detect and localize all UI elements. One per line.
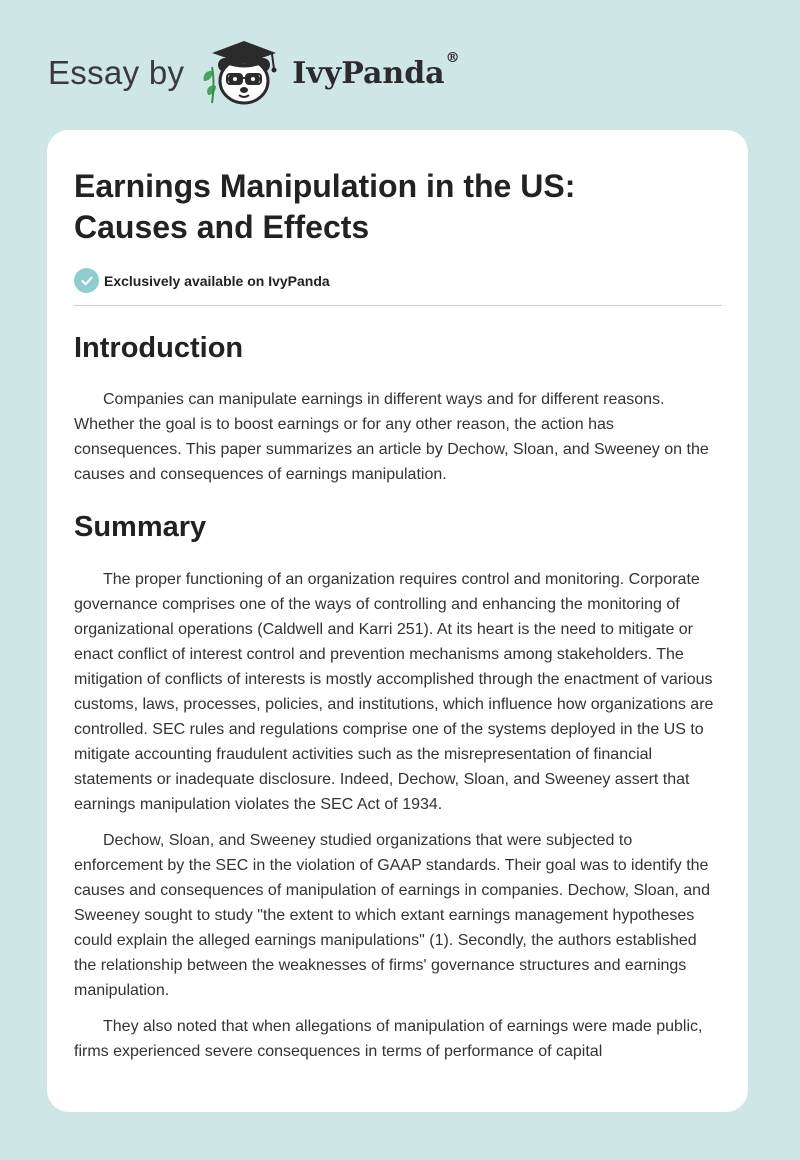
title-divider: [74, 305, 722, 306]
section-heading: Introduction: [74, 332, 244, 364]
exclusive-badge: [74, 268, 722, 293]
section-summary: [74, 509, 722, 1064]
section-introduction: [74, 330, 722, 487]
paragraph: They also noted that when allegations of manipulation of earnings were made public, firms experienced severe consequences in terms of performance of capital: [74, 1018, 703, 1060]
brand-name[interactable]: [292, 49, 460, 91]
article-title: Earnings Manipulation in the US: Causes and Effects: [74, 168, 576, 245]
panda-logo-icon[interactable]: [198, 37, 290, 109]
brand-name-text: IvyPanda: [292, 55, 445, 91]
paragraph: Dechow, Sloan, and Sweeney studied organizations that were subjected to enforcement by the SEC in the violation of GAAP standards. Their goal was to identify the causes and consequences of manipulation of earnings in companies. Dechow, Sloan, and Sweeney sought to study "the extent to which extant earnings management hypotheses could explain the alleged earnings manipulations" (1). Secondly, the authors established the relationship between the weaknesses of firms' governance structures and earnings manipulation.: [74, 832, 710, 999]
site-header: [48, 38, 460, 108]
paragraph: The proper functioning of an organization requires control and monitoring. Corporate governance comprises one of the ways of controlling and enhancing the monitoring of organizational operations (Caldwell and Karri 251). At its heart is the need to mitigate or enact conflict of interest control and prevention mechanisms among stakeholders. The mitigation of conflicts of interests is mostly accomplished through the enactment of various customs, laws, processes, policies, and institutions, which influence how organizations are controlled. SEC rules and regulations comprise one of the systems deployed in the US to mitigate accounting fraudulent activities such as the misrepresentation of financial statements or inadequate disclosure. Indeed, Dechow, Sloan, and Sweeney assert that earnings manipulation violates the SEC Act of 1934.: [74, 571, 714, 813]
registered-mark: ®: [445, 49, 460, 66]
brand-prefix: Essay by: [48, 54, 185, 91]
section-heading: Summary: [74, 511, 207, 543]
exclusive-label: Exclusively available on IvyPanda: [104, 272, 330, 289]
paragraph: Companies can manipulate earnings in different ways and for different reasons. Whether the goal is to boost earnings or for any other reason, the action has consequences. This paper summarizes an article by Dechow, Sloan, and Sweeney on the causes and consequences of earnings manipulation.: [74, 391, 709, 483]
check-icon: [74, 268, 99, 293]
article-card: [47, 130, 748, 1112]
